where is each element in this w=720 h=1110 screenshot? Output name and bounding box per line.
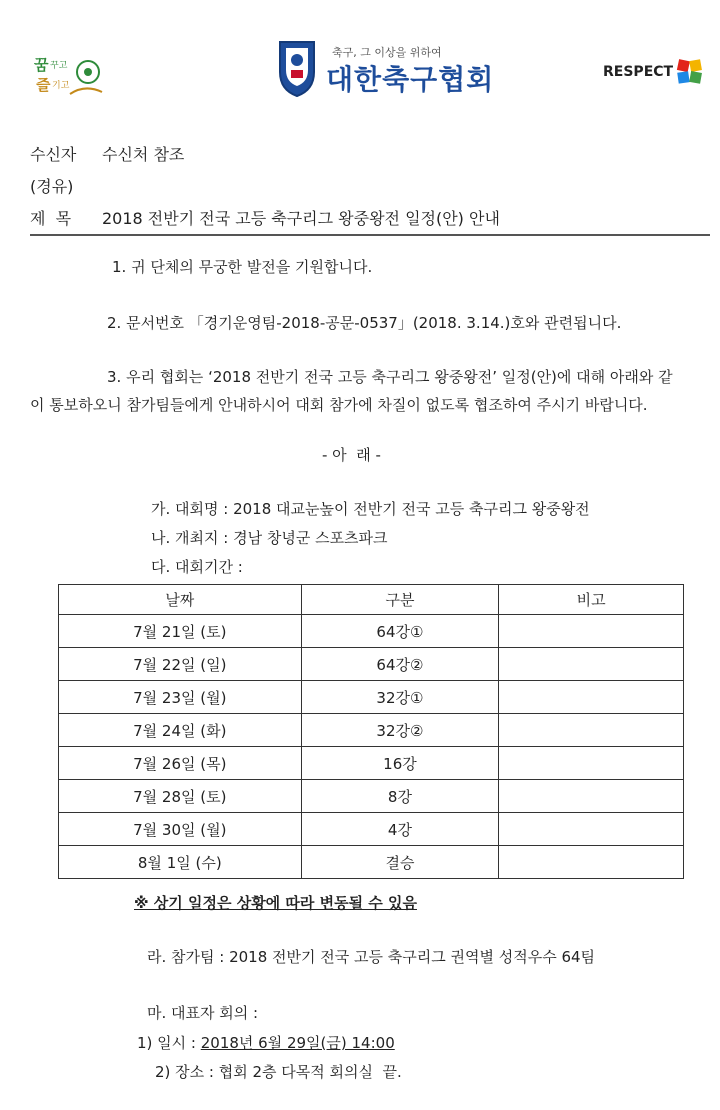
cell-date: 7월 24일 (화): [59, 714, 302, 747]
table-row: [59, 615, 684, 648]
table-row: [59, 747, 684, 780]
table-row: [59, 846, 684, 879]
meeting-datetime-value: 2018년 6월 29일(금) 14:00: [200, 1034, 395, 1052]
cell-remarks: [499, 681, 684, 714]
via-label: (경유): [30, 177, 74, 196]
cell-round: 4강: [301, 813, 499, 846]
cell-remarks: [499, 615, 684, 648]
recipient-line: [30, 142, 184, 165]
subject-divider: [30, 234, 710, 236]
kfa-emblem-icon: [276, 38, 318, 98]
cell-round: 32강①: [301, 681, 499, 714]
header-round: 구분: [301, 585, 499, 615]
table-row: [59, 714, 684, 747]
cell-remarks: [499, 747, 684, 780]
item-meeting: 마. 대표자 회의 :: [147, 1004, 259, 1022]
cell-round: 64강①: [301, 615, 499, 648]
table-row: [59, 780, 684, 813]
campaign-logo-text-1: 꿈: [34, 56, 49, 74]
item-venue: 나. 개최지 : 경남 창녕군 스포츠파크: [151, 529, 388, 547]
paragraph-3-line-1: 3. 우리 협회는 ‘2018 전반기 전국 고등 축구리그 왕중왕전’ 일정(안)에 대해 아래와 같: [107, 368, 673, 386]
paragraph-1: 1. 귀 단체의 무궁한 발전을 기원합니다.: [112, 258, 373, 276]
svg-text:기고: 기고: [52, 81, 70, 91]
schedule-note: ※ 상기 일정은 상황에 따라 변동될 수 있음: [134, 894, 417, 912]
svg-text:즐: 즐: [36, 76, 51, 94]
cell-remarks: [499, 780, 684, 813]
cell-date: 7월 22일 (일): [59, 648, 302, 681]
item-participants: 라. 참가팀 : 2018 전반기 전국 고등 축구리그 권역별 성적우수 64팀: [147, 948, 596, 966]
cell-date: 7월 28일 (토): [59, 780, 302, 813]
respect-logo-icon: [676, 58, 704, 86]
cell-round: 32강②: [301, 714, 499, 747]
table-header-row: [59, 585, 684, 615]
recipient-value: 수신처 참조: [102, 145, 185, 164]
cell-date: 7월 21일 (토): [59, 615, 302, 648]
cell-date: 8월 1일 (수): [59, 846, 302, 879]
org-slogan: 축구, 그 이상을 위하여: [332, 46, 442, 59]
schedule-table: [58, 584, 684, 879]
item-event-name: 가. 대회명 : 2018 대교눈높이 전반기 전국 고등 축구리그 왕중왕전: [151, 500, 590, 518]
cell-date: 7월 23일 (월): [59, 681, 302, 714]
item-period: 다. 대회기간 :: [151, 558, 243, 576]
header-date: 날짜: [59, 585, 302, 615]
subject-value: 2018 전반기 전국 고등 축구리그 왕중왕전 일정(안) 안내: [102, 209, 500, 228]
cell-remarks: [499, 813, 684, 846]
cell-remarks: [499, 714, 684, 747]
recipient-label: 수신자: [30, 145, 77, 164]
header-remarks: 비고: [499, 585, 684, 615]
org-name: 대한축구협회: [326, 63, 495, 96]
cell-round: 64강②: [301, 648, 499, 681]
campaign-logo: [30, 48, 110, 100]
table-row: [59, 648, 684, 681]
paragraph-3-line-2: 이 통보하오니 참가팀들에게 안내하시어 대회 참가에 차질이 없도록 협조하여 주시기 바랍니다.: [30, 396, 648, 414]
subject-line: [30, 206, 500, 229]
cell-round: 8강: [301, 780, 499, 813]
cell-remarks: [499, 648, 684, 681]
cell-date: 7월 30일 (월): [59, 813, 302, 846]
campaign-logo-label: [30, 48, 31, 49]
table-row: [59, 681, 684, 714]
meeting-location: 2) 장소 : 협회 2층 다목적 회의실 끝.: [155, 1063, 402, 1081]
via-line: [30, 174, 73, 197]
respect-logo-text: RESPECT: [603, 64, 674, 80]
meeting-datetime-line: [137, 1032, 395, 1053]
meeting-datetime-label: 1) 일시 :: [137, 1034, 201, 1052]
cell-round: 16강: [301, 747, 499, 780]
cell-date: 7월 26일 (목): [59, 747, 302, 780]
svg-text:꾸고: 꾸고: [50, 61, 68, 71]
cell-remarks: [499, 846, 684, 879]
paragraph-2: 2. 문서번호 「경기운영팀-2018-공문-0537」(2018. 3.14.)호와 관련됩니다.: [107, 314, 622, 332]
subject-label: 제 목: [30, 209, 72, 228]
below-heading: - 아 래 -: [322, 446, 381, 464]
cell-round: 결승: [301, 846, 499, 879]
table-row: [59, 813, 684, 846]
